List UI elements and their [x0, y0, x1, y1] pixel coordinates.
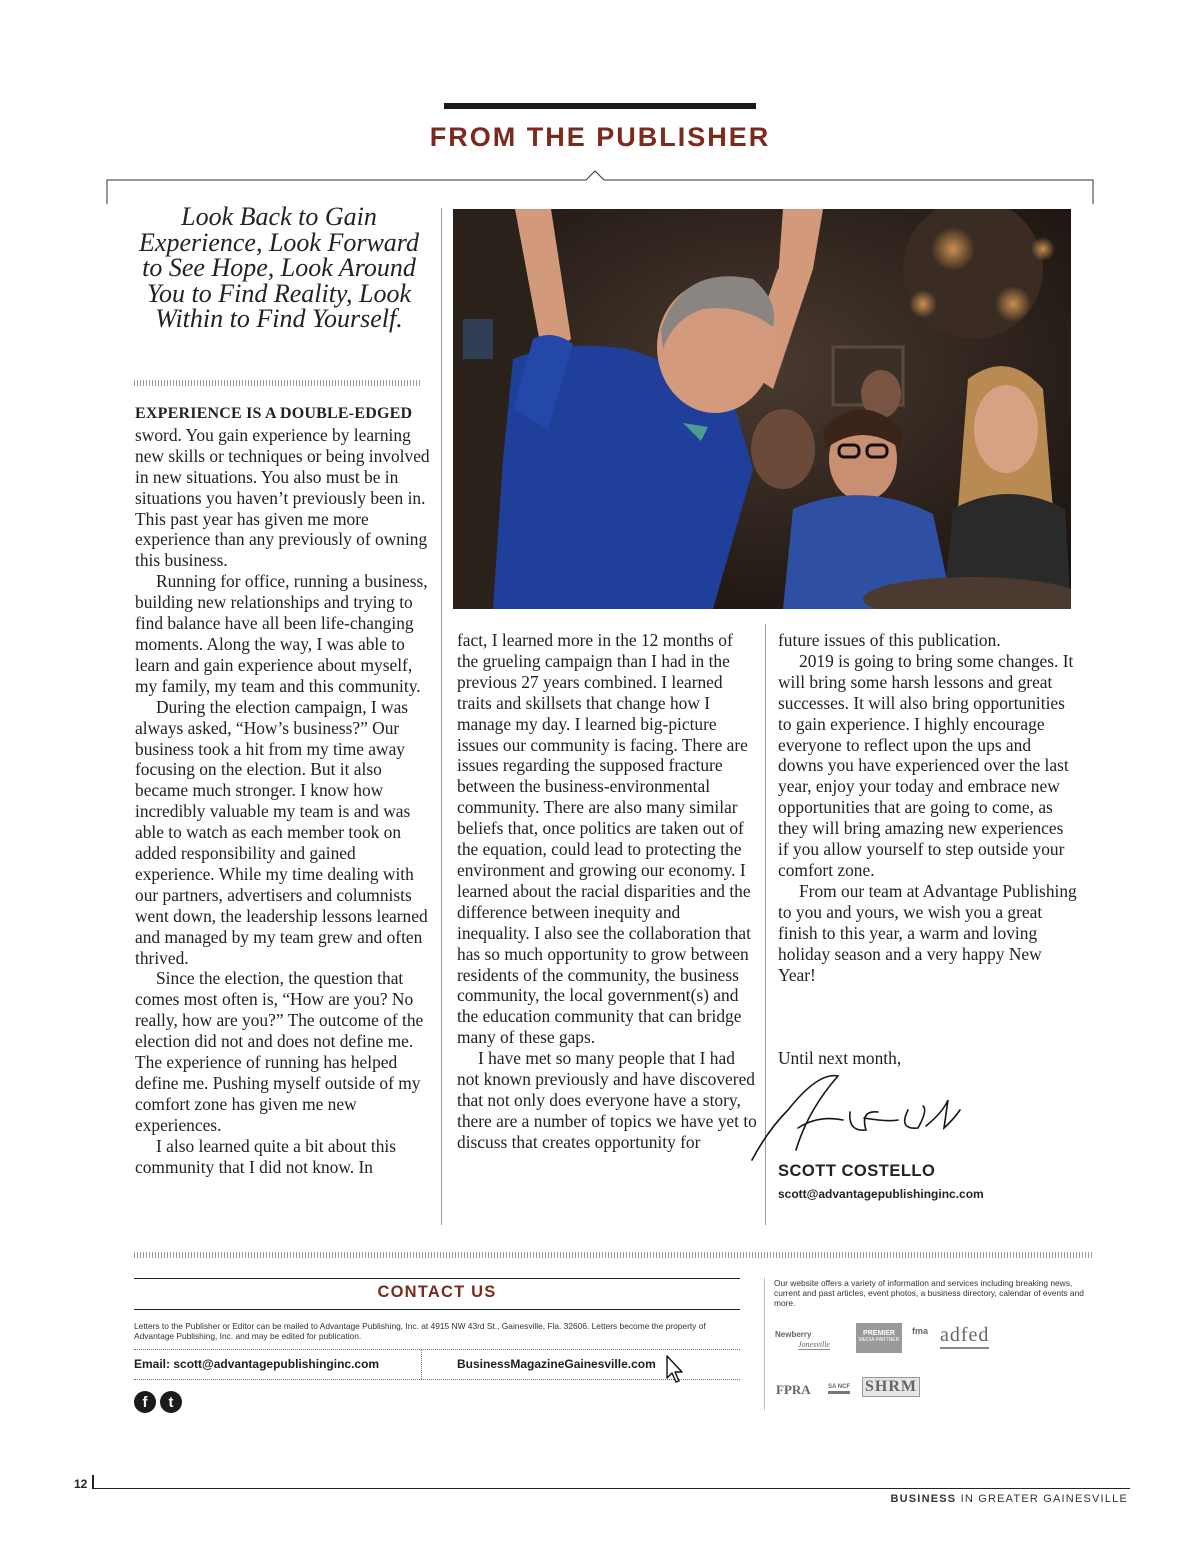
- section-title: FROM THE PUBLISHER: [429, 122, 771, 152]
- paragraph: [135, 402, 430, 571]
- article-headline: Look Back to Gain Experience, Look Forward to See Hope, Look Around You to Find Reality, Look Within to Find Yourself.: [139, 202, 419, 333]
- article-column-3: [778, 630, 1078, 985]
- photo-illustration: [453, 209, 1071, 609]
- footer-divider: [134, 1252, 1092, 1258]
- footer-tick: [92, 1475, 94, 1489]
- author-name: SCOTT COSTELLO: [778, 1162, 936, 1180]
- magazine-name-rest: IN GREATER GAINESVILLE: [956, 1493, 1128, 1505]
- sancf-logo: SA NCF: [828, 1384, 850, 1394]
- paragraph: Since the election, the question that comes most often is, “How are you? No really, how are you?” The outcome of the election did not and does not define me. The experience of running has helped define me. Pushing myself outside of my comfort zone has given me new experiences.: [135, 968, 424, 1135]
- facebook-icon[interactable]: f: [134, 1391, 156, 1413]
- footer-rule: [92, 1488, 1130, 1489]
- badge-subtitle: MEDIA PARTNER: [858, 1337, 900, 1343]
- adfed-logo: adfed: [940, 1324, 989, 1349]
- paragraph-text: sword. You gain experience by learning new skills or techniques or being involved in new situations. You also must be in situations you haven’t previously been in. This past year has given me more experience than any previously of owning this business.: [135, 424, 430, 571]
- signature-image: [748, 1070, 978, 1170]
- fpra-logo: FPRA: [776, 1382, 811, 1397]
- magazine-name-bold: BUSINESS: [890, 1493, 957, 1505]
- article-column-2: [457, 630, 757, 1153]
- column-divider: [441, 208, 442, 1225]
- footer-divider-vertical: [764, 1278, 765, 1410]
- premier-media-partner-badge: [856, 1323, 902, 1353]
- paragraph: During the election campaign, I was always asked, “How’s business?” Our business took a hit from my time away focusing on the election. But it also became much stronger. I know how incredibly valuable my team is and was able to watch as each member took on added responsibility and gained experience. While my time dealing with our partners, advertisers and columnists went down, the leadership lessons learned and managed by my team grew and often thrived.: [135, 696, 428, 968]
- lead-in: EXPERIENCE IS A DOUBLE-EDGED: [135, 405, 413, 422]
- contact-title: CONTACT US: [377, 1283, 497, 1301]
- top-rule: [444, 103, 756, 109]
- badge-title: PREMIER: [863, 1330, 895, 1337]
- author-email[interactable]: scott@advantagepublishinginc.com: [778, 1187, 984, 1201]
- contact-dotted-rule: [134, 1349, 740, 1350]
- article-photo: [453, 209, 1071, 609]
- fma-logo: fma: [912, 1326, 929, 1336]
- paragraph: I also learned quite a bit about this community that I did not know. In: [135, 1135, 397, 1177]
- page-number: 12: [74, 1477, 88, 1491]
- website-link[interactable]: BusinessMagazineGainesville.com: [457, 1357, 656, 1371]
- website-blurb: Our website offers a variety of information and services including breaking news, current and past articles, event photos, a business directory, calendar of events and more.: [774, 1278, 1084, 1308]
- contact-rule: [134, 1309, 740, 1310]
- headline-divider: [134, 380, 420, 386]
- contact-dotted-rule: [134, 1379, 740, 1380]
- paragraph: fact, I learned more in the 12 months of the grueling campaign than I had in the previous 27 years combined. I learned traits and skillsets that change how I manage my day. I learned big-picture issues our community is facing. There are issues regarding the supposed fracture between the business-environmental community. There are also many similar beliefs that, once politics are taken out of the equation, could lead to protecting the environment and growing our economy. I learned about the racial disparities and the difference between inequity and inequality. I also see the collaboration that has so much opportunity to grow between residents of the community, the business community, the local government(s) and the education community that can bridge many of these gaps.: [457, 630, 751, 1048]
- twitter-icon[interactable]: t: [160, 1391, 182, 1413]
- paragraph: From our team at Advantage Publishing to you and yours, we wish you a great finish to this year, a warm and loving holiday season and a very happy New Year!: [778, 880, 1077, 985]
- magazine-name: [830, 1493, 1128, 1505]
- paragraph: 2019 is going to bring some changes. It will bring some harsh lessons and great successes. It will also bring opportunities to gain experience. I highly encourage everyone to reflect upon the ups and downs you have experienced over the last year, enjoy your today and embrace new opportunities that are going to come, as they will bring amazing new experiences if you allow yourself to step outside your comfort zone.: [778, 650, 1074, 880]
- jonesville-logo: Jonesville: [798, 1340, 830, 1349]
- shrm-logo: SHRM: [862, 1377, 920, 1397]
- article-column-1: [135, 402, 430, 1178]
- paragraph: future issues of this publication.: [778, 630, 1001, 650]
- contact-note: Letters to the Publisher or Editor can be mailed to Advantage Publishing, Inc. at 4915 NW 43rd St., Gainesville, Fla. 32606. Letters become the property of Advantage Publishing, Inc. and may be edited for publication.: [134, 1321, 706, 1341]
- closing-line: Until next month,: [778, 1048, 902, 1068]
- paragraph: Running for office, running a business, building new relationships and trying to find balance have all been life-changing moments. Along the way, I was able to learn and gain experience about myself, my family, my team and this community.: [135, 571, 428, 696]
- contact-email-link[interactable]: Email: scott@advantagepublishinginc.com: [134, 1357, 380, 1371]
- newberry-logo: Newberry: [775, 1330, 812, 1339]
- paragraph: I have met so many people that I had not known previously and have discovered that not only does everyone have a story, there are a number of topics we have yet to discuss that creates opportunity for: [457, 1048, 757, 1152]
- contact-separator: [421, 1350, 422, 1379]
- contact-top-rule: [134, 1278, 740, 1279]
